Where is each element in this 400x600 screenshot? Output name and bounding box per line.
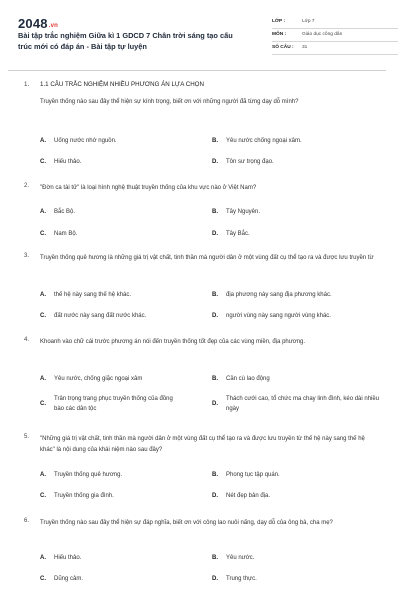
option-text: Yêu nước. (226, 555, 255, 561)
question-number: 2. (24, 183, 30, 189)
option-text: địa phương này sang địa phương khác. (226, 292, 332, 298)
option-text: Dũng cảm. (54, 576, 84, 582)
option-label: B. (212, 209, 218, 215)
option-text: người vùng này sang người vùng khác. (226, 313, 331, 319)
option-label: D. (212, 159, 218, 165)
option-text: Tây Bắc. (226, 231, 250, 237)
option-text: Yêu nước chống ngoại xâm. (226, 138, 302, 144)
option-label: C. (40, 493, 46, 499)
option-text: Truyền thống gia đình. (54, 493, 114, 499)
option-label: A. (40, 292, 46, 298)
option-text: Trân trọng trang phục truyền thống của đồng bào các dân tộc (54, 396, 173, 412)
option-label: A. (40, 555, 46, 561)
document-header (18, 16, 384, 64)
header-divider (8, 70, 386, 71)
option-label: A. (40, 376, 46, 382)
option-text: Hiếu thảo. (54, 555, 82, 561)
option-label: C. (40, 231, 46, 237)
question-text: Truyền thống nào sau đây thể hiện sự kính trọng, biết ơn với những người đã từng dạy dỗ mình? (40, 99, 299, 105)
option-label: D. (212, 231, 218, 237)
section-title: 1.1 CÂU TRẮC NGHIỆM NHIỀU PHƯƠNG ÁN LỰA CHỌN (40, 81, 204, 88)
meta-key: SỐ CÂU : (272, 45, 294, 50)
option-text: Uống nước nhớ nguồn. (54, 138, 117, 144)
option-text: Cần cù lao động (226, 376, 270, 382)
option-text: Trung thực. (226, 576, 257, 582)
question-text: Truyền thống nào sau đây thể hiện sự đáp nghĩa, biết ơn với công lao nuôi nấng, dạy dỗ của ông bà, cha mẹ? (40, 520, 333, 526)
option-label: A. (40, 209, 46, 215)
section-number: 1. (24, 81, 30, 88)
document-title: Bài tập trắc nghiệm Giữa kì 1 GDCD 7 Chân trời sáng tạo cấu trúc mới có đáp án - Bài tập tự luyện (18, 31, 233, 51)
meta-table (272, 16, 398, 55)
option-text: Bắc Bộ. (54, 209, 76, 215)
meta-row-question-count (272, 42, 398, 55)
option-text: thế hệ này sang thế hệ khác. (54, 292, 132, 298)
option-text: Nam Bộ. (54, 231, 78, 237)
option-label: B. (212, 138, 218, 144)
option-text: Hiếu thảo. (54, 159, 82, 165)
question-text: Khoanh vào chữ cái trước phương án nói đến truyền thống tốt đẹp của các vùng miền, địa phương. (40, 339, 306, 345)
option-label: B. (212, 376, 218, 382)
meta-value: Lớp 7 (302, 19, 315, 24)
option-text: Yêu nước, chống giặc ngoại xâm (54, 376, 143, 382)
option-label: A. (40, 138, 46, 144)
meta-key: LỚP : (272, 19, 286, 24)
option-text: Phong tục tập quán. (226, 472, 280, 478)
option-text: đất nước này sang đất nước khác. (54, 313, 147, 319)
question-number: 5. (24, 434, 30, 440)
option-label: B. (212, 555, 218, 561)
option-label: D. (212, 576, 218, 582)
option-label: B. (212, 292, 218, 298)
option-label: C. (40, 313, 46, 319)
question-number: 6. (24, 518, 30, 524)
option-label: C. (40, 401, 46, 407)
site-logo[interactable] (18, 16, 58, 31)
option-label: B. (212, 472, 218, 478)
option-label: C. (40, 576, 46, 582)
option-text: Tây Nguyên. (226, 209, 261, 215)
option-text: Nét đẹp bản địa. (226, 493, 271, 499)
option-text: Truyền thống quê hương. (54, 472, 123, 478)
logo-tld: .vn (48, 23, 59, 29)
option-text: Tôn sư trọng đạo. (226, 159, 274, 165)
meta-value: 31 (302, 45, 308, 50)
question-text: Truyền thống quê hương là những giá trị vật chất, tinh thần mà người dân ở một vùng đất cụ thể tạo ra và được lưu truyền từ (40, 255, 374, 261)
meta-key: MÔN : (272, 32, 287, 37)
question-text: "Đờn ca tài tử" là loại hình nghệ thuật truyền thống của khu vực nào ở Việt Nam? (40, 185, 257, 191)
logo-text: 2048 (18, 16, 48, 31)
meta-row-subject (272, 29, 398, 42)
option-label: A. (40, 472, 46, 478)
meta-value: Giáo dục công dân (302, 32, 343, 37)
option-label: C. (40, 159, 46, 165)
option-label: D. (212, 493, 218, 499)
question-number: 3. (24, 253, 30, 259)
option-label: D. (212, 313, 218, 319)
option-label: D. (212, 401, 218, 407)
question-text: "Những giá trị vật chất, tinh thần mà người dân ở một vùng đất cụ thể tạo ra và được lưu truyền từ thế hệ này sang thế hệ khác" là nội dung của khái niệm nào sau đây? (40, 436, 365, 453)
meta-row-grade (272, 16, 398, 29)
question-number: 4. (24, 337, 30, 343)
option-text: Thách cưới cao, tổ chức ma chay linh đình, kéo dài nhiều ngày (226, 396, 380, 412)
